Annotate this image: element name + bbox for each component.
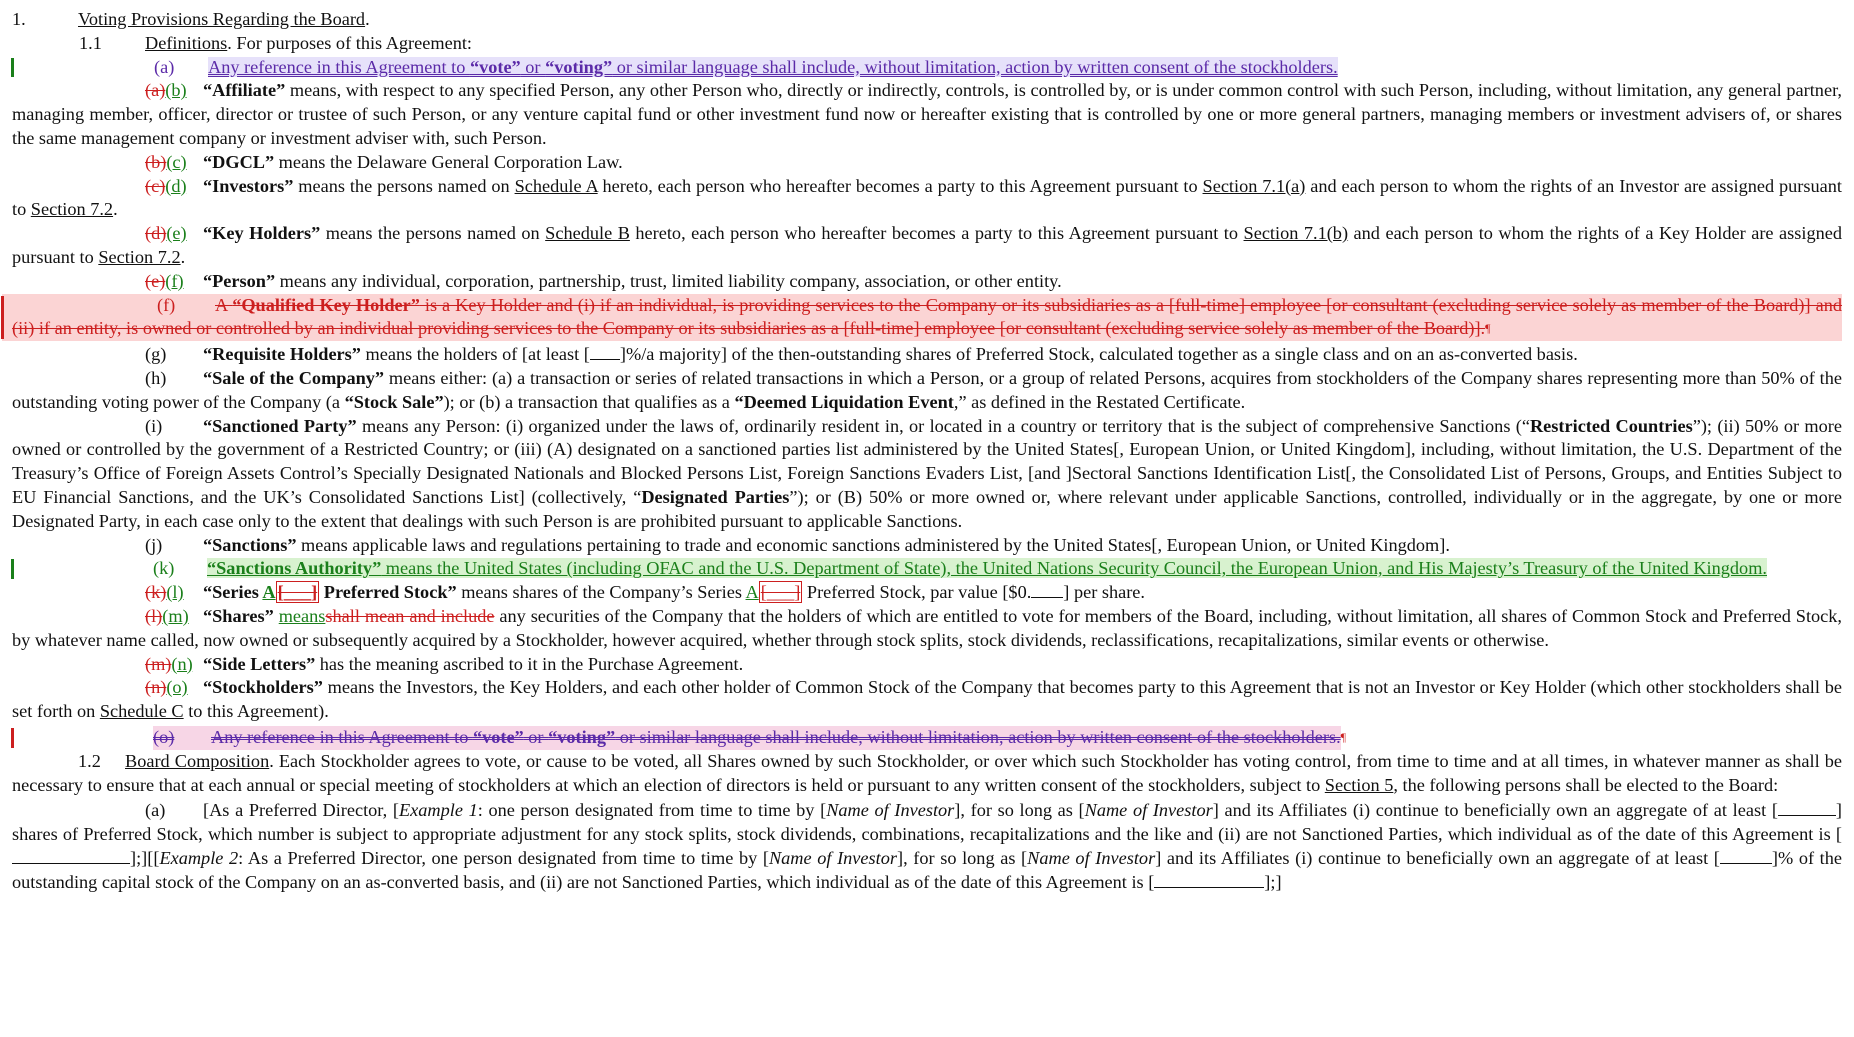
deleted-label: (a) — [145, 80, 166, 101]
schedule-a-link[interactable]: Schedule A — [514, 175, 598, 196]
defined-term: “Affiliate” — [203, 80, 286, 101]
change-bar — [11, 728, 14, 748]
definition-requisite-holders: (g) “Requisite Holders” means the holders of [at least [ ]%/a majority] of the then-outstanding shares of Preferred Stock, calculated together as a single class and on an as-converted basis. — [145, 344, 1578, 365]
definition-side-letters: (m)(n) “Side Letters” has the meaning ascribed to it in the Purchase Agreement. — [145, 653, 744, 674]
schedule-b-link[interactable]: Schedule B — [545, 223, 630, 244]
change-bar — [11, 559, 14, 579]
definition-sanctions: (j) “Sanctions” means applicable laws and regulations pertaining to trade and economic sanctions administered by the United States[, European Union, or United Kingdom]. — [145, 534, 1450, 555]
defined-term: “Sale of the Company” — [203, 367, 385, 388]
defined-term: “Series A [___] Preferred Stock” — [203, 582, 457, 603]
defined-term: “DGCL” — [203, 151, 275, 172]
change-bar — [11, 58, 14, 78]
section-number: 1.1 — [79, 32, 102, 53]
defined-term: “Sanctioned Party” — [203, 415, 357, 436]
definition-investors: (c)(d) “Investors” means the persons named on Schedule A hereto, each person who hereafter becomes a party to this Agreement pursuant to Section 7.1(a) and each person to whom the rights of an Investor are assigned pursuant to Section 7.2. — [12, 175, 1842, 220]
definition-dgcl: (b)(c) “DGCL” means the Delaware General Corporation Law. — [145, 151, 623, 172]
definition-person: (e)(f) “Person” means any individual, corporation, partnership, trust, limited liability company, association, or other entity. — [145, 270, 1062, 291]
section-ref-link[interactable]: Section 7.1(b) — [1243, 223, 1349, 244]
defined-term: “Stockholders” — [203, 677, 323, 698]
section-title: Voting Provisions Regarding the Board — [78, 9, 366, 29]
moved-delete-text: Any reference in this Agreement to “vote” or “voting” or similar language shall include, without limitation, action by written consent of the stockholders. — [211, 726, 1341, 747]
clause-label: (a) — [154, 56, 175, 77]
definition-qualified-key-holder-deleted: (f) A “Qualified Key Holder” is a Key Holder and (i) if an individual, is providing services to the Company or its subsidiaries as a [full-time] employee [or consultant (excluding service solely as member of the Board)] and (ii) if an entity, is owned or controlled by an individual providing services to the Company or its subsidiaries as a [full-time] employee [or consultant (excluding service solely as member of the Board)].¶ — [2, 294, 1842, 342]
inserted-text: “Sanctions Authority” means the United States (including OFAC and the U.S. Department of State), the United Nations Security Council, the European Union, and His Majesty’s Treasury of the United Kingdom. — [207, 558, 1767, 579]
section-ref-link[interactable]: Section 7.1(a) — [1202, 175, 1306, 196]
schedule-c-link[interactable]: Schedule C — [99, 701, 184, 722]
section-1-2-board-composition: 1.2 Board Composition. Each Stockholder agrees to vote, or cause to be voted, all Shares owned by such Stockholder, or over which such Stockholder has voting control, from time to time and at all times, in whatever manner as shall be necessary to ensure that at each annual or special meeting of stockholders at which an election of directors is held or pursuant to any written consent of the stockholders, subject to Section 5, the following persons shall be elected to the Board: — [12, 750, 1842, 795]
definition-stockholders: (n)(o) “Stockholders” means the Investors, the Key Holders, and each other holder of Common Stock of the Company that becomes party to this Agreement that is not an Investor or Key Holder (which other stockholders shall be set forth on Schedule C to this Agreement). — [12, 677, 1842, 722]
moved-insert-text: Any reference in this Agreement to “vote” or “voting” or similar language shall include, without limitation, action by written consent of the stockholders. — [208, 56, 1338, 77]
defined-term: “Key Holders” — [203, 223, 321, 244]
defined-term: “Investors” — [203, 175, 294, 196]
definition-vote-moved-in — [12, 56, 1842, 80]
defined-term: “Requisite Holders” — [203, 344, 361, 365]
section-title: Board Composition — [125, 750, 270, 771]
section-number: 1.2 — [78, 750, 101, 771]
definition-sanctions-authority-inserted: (k) “Sanctions Authority” means the United States (including OFAC and the U.S. Department of State), the United Nations Security Council, the European Union, and His Majesty’s Treasury of the United Kingdom. — [12, 557, 1842, 581]
section-ref-link[interactable]: Section 7.2 — [30, 199, 114, 220]
section-title: Definitions — [145, 32, 228, 53]
defined-term: “Shares” — [203, 605, 274, 626]
section-1-1-heading: 1.1 Definitions. For purposes of this Agreement: — [12, 32, 1842, 56]
inserted-label: (b) — [165, 80, 187, 101]
defined-term: “Sanctions” — [203, 534, 297, 555]
definition-sale-of-company: (h) “Sale of the Company” means either: (a) a transaction or series of related transactions in which a Person, or a group of related Persons, acquires from stockholders of the Company shares representing more than 50% of the outstanding voting power of the Company (a “Stock Sale”); or (b) a transaction that qualifies as a “Deemed Liquidation Event,” as defined in the Restated Certificate. — [12, 367, 1842, 412]
definition-sanctioned-party: (i) “Sanctioned Party” means any Person: (i) organized under the laws of, ordinarily resident in, or located in a country or territory that is the subject of comprehensive Sanctions (“Restricted Countries”); (ii) 50% or more owned or controlled by the government of a Restricted Country; or (iii) (A) designated on a sanctioned parties list administered by the United States[, European Union, or United Kingdom], including, without limitation, the U.S. Department of the Treasury’s Office of Foreign Assets Control’s Specially Designated Nationals and Blocked Persons List, Foreign Sanctions Evaders List, [and ]Sectoral Sanctions Identification List[, the Consolidated List of Persons, Groups, and Entities Subject to EU Financial Sanctions, and the UK’s Consolidated Sanctions List] (collectively, “Designated Parties”); or (B) 50% or more owned or, where relevant under applicable Sanctions, controlled, individually or in the aggregate, by one or more Designated Party, in each case only to the extent that dealings with such Person is are prohibited pursuant to applicable Sanctions. — [12, 415, 1842, 531]
section-ref-link[interactable]: Section 7.2 — [98, 246, 181, 267]
defined-term: “Person” — [203, 270, 276, 291]
section-ref-link[interactable]: Section 5 — [1324, 774, 1394, 795]
definition-series-preferred: (k)(l) “Series A [___] Preferred Stock” means shares of the Company’s Series A [___] Preferred Stock, par value [$0. ] per share. — [145, 582, 1145, 603]
deleted-word: shall mean and include — [325, 605, 495, 626]
deleted-text: A “Qualified Key Holder” is a Key Holder and (i) if an individual, is providing services to the Company or its subsidiaries as a [full-time] employee [or consultant (excluding service solely as member of the Board)] and (ii) if an entity, is owned or controlled by an individual providing services to the Company or its subsidiaries as a [full-time] employee [or consultant (excluding service solely as member of the Board)]. — [12, 294, 1842, 339]
defined-term: “Side Letters” — [203, 653, 316, 674]
inserted-word: means — [278, 605, 326, 626]
pilcrow-mark: ¶ — [1340, 729, 1347, 744]
definition-affiliate: (a)(b) “Affiliate” means, with respect to any specified Person, any other Person who, directly or indirectly, controls, is controlled by, or is under common control with such Person, including, without limitation, any general partner, managing member, officer, director or trustee of such Person, or any venture capital fund or other investment fund now or hereafter existing that is controlled by one or more general partners, managing members or investment advisers of, or shares the same management company or investment adviser with, such Person. — [12, 80, 1842, 148]
change-bar — [1, 296, 4, 340]
section-number: 1. — [12, 9, 26, 29]
definition-key-holders: (d)(e) “Key Holders” means the persons named on Schedule B hereto, each person who hereafter becomes a party to this Agreement pursuant to Section 7.1(b) and each person to whom the rights of a Key Holder are assigned pursuant to Section 7.2. — [12, 223, 1842, 267]
clause-1-2-a: (a) [As a Preferred Director, [Example 1: one person designated from time to time by [Name of Investor], for so long as [Name of Investor] and its Affiliates (i) continue to beneficially own an aggregate of at least [ ] shares of Preferred Stock, which number is subject to appropriate adjustment for any stock splits, stock dividends, combinations, recapitalizations and the like and (ii) are not Sanctioned Parties, which individual as of the date of this Agreement is [];][[Example 2: As a Preferred Director, one person designated from time to time by [Name of Investor], for so long as [Name of Investor] and its Affiliates (i) continue to beneficially own an aggregate of at least [ ]% of the outstanding capital stock of the Company on an as-converted basis, and (ii) are not Sanctioned Parties, which individual as of the date of this Agreement is [ ];] — [12, 800, 1843, 892]
section-1-heading: 1. Voting Provisions Regarding the Board. — [12, 8, 1842, 32]
pilcrow-mark: ¶ — [1485, 321, 1491, 336]
definition-vote-moved-out: (o) Any reference in this Agreement to “vote” or “voting” or similar language shall include, without limitation, action by written consent of the stockholders.¶ — [12, 726, 1842, 750]
definition-shares: (l)(m) “Shares” meansshall mean and include any securities of the Company that the holders of which are entitled to vote for members of the Board, including, without limitation, all shares of Common Stock and Preferred Stock, by whatever name called, now owned or subsequently acquired by a Stockholder, however acquired, whether through stock splits, stock dividends, reclassifications, recapitalizations, similar events or otherwise. — [12, 605, 1842, 650]
